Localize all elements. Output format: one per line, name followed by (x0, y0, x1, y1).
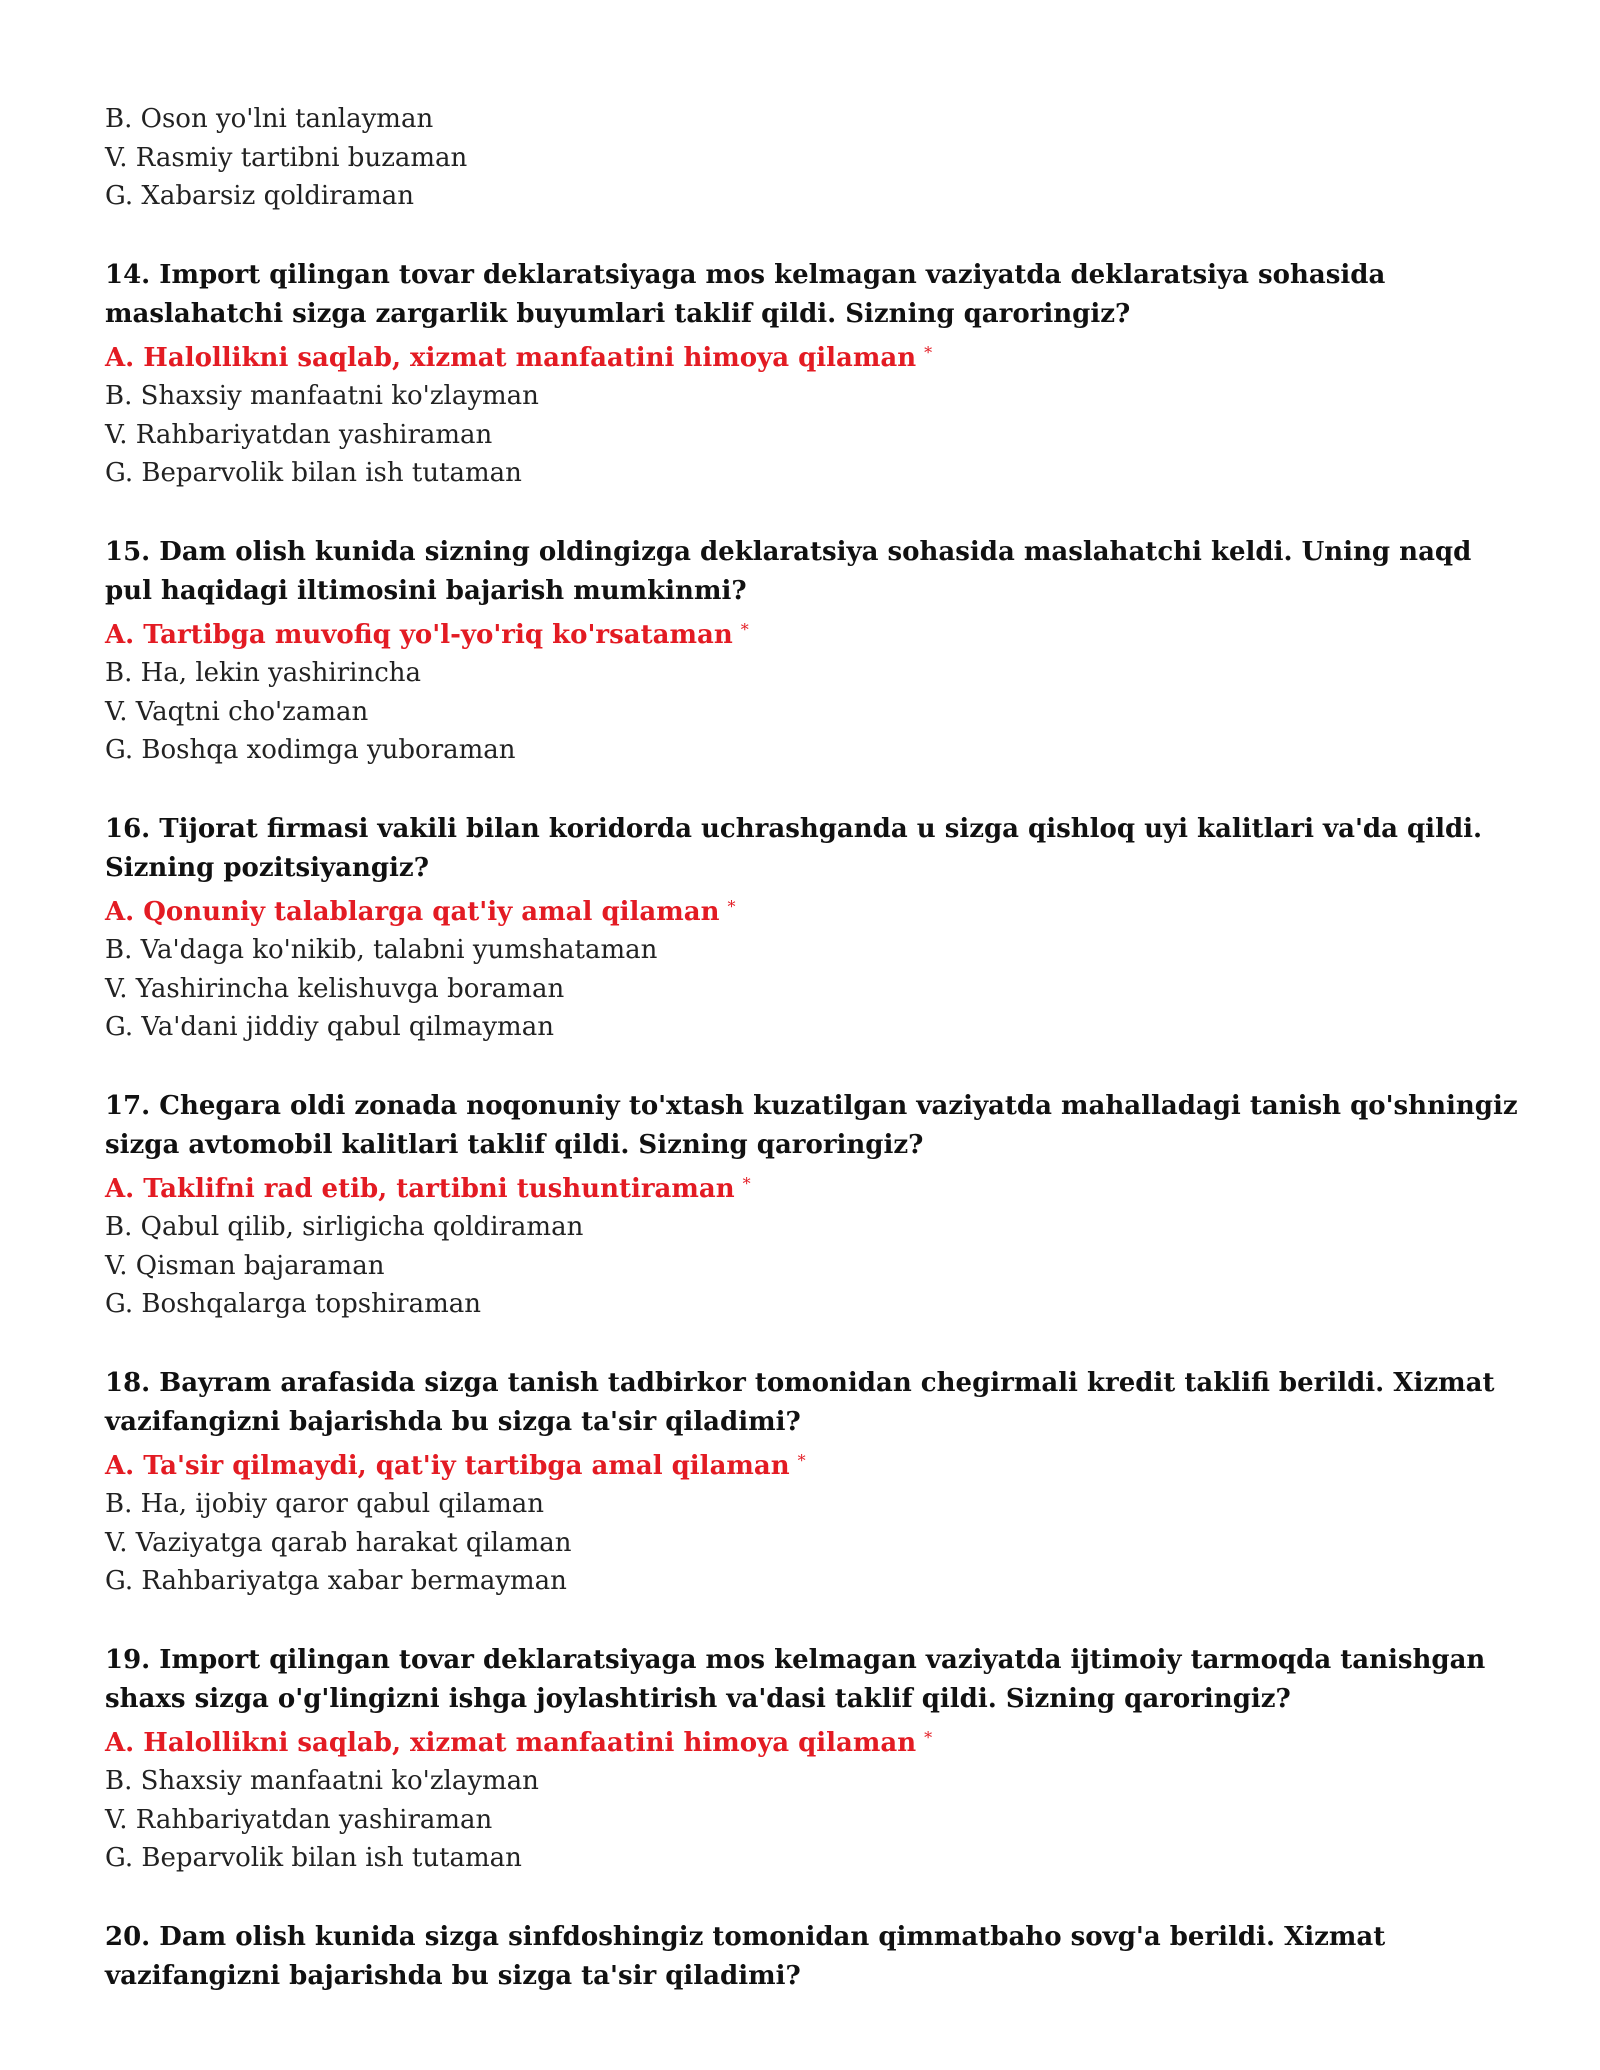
question-block-19 (105, 1641, 1525, 1878)
correct-marker: * (924, 1727, 933, 1747)
correct-answer (105, 888, 1525, 932)
option-b: B. Oson yo'lni tanlayman (105, 104, 434, 134)
question-text: 14. Import qilingan tovar deklaratsiyaga mos kelmagan vaziyatda deklaratsiya sohasida maslahatchi sizga zargarlik buyumlari taklif qildi. Sizning qaroringiz? (105, 259, 1386, 329)
option-v: V. Rasmiy tartibni buzaman (105, 142, 468, 173)
question-block-18 (105, 1364, 1525, 1601)
correct-marker: * (797, 1450, 806, 1470)
option-v: V. Rahbariyatdan yashiraman (105, 419, 493, 450)
correct-answer (105, 1442, 1525, 1486)
question-text: 16. Tijorat firmasi vakili bilan koridorda uchrashganda u sizga qishloq uyi kalitlari va'da qildi. Sizning pozitsiyangiz? (105, 813, 1483, 883)
option-v: V. Vaqtni cho'zaman (105, 696, 369, 727)
option-g: G. Rahbariyatga xabar bermayman (105, 1566, 567, 1596)
option-b: B. Ha, lekin yashirincha (105, 658, 422, 688)
question-text: 20. Dam olish kunida sizga sinfdoshingiz tomonidan qimmatbaho sovg'a berildi. Xizmat vazifangizni bajarishda bu sizga ta'sir qiladimi? (105, 1921, 1386, 1991)
option-g: G. Xabarsiz qoldiraman (105, 181, 414, 211)
correct-answer (105, 334, 1525, 378)
correct-marker: * (740, 619, 749, 639)
option-b: B. Shaxsiy manfaatni ko'zlayman (105, 1766, 539, 1796)
correct-answer-text: A. Tartibga muvofiq yo'l-yo'riq ko'rsataman (105, 619, 733, 650)
correct-answer-text: A. Taklifni rad etib, tartibni tushuntiraman (105, 1173, 735, 1204)
question-block-17 (105, 1087, 1525, 1324)
option-b: B. Va'daga ko'nikib, talabni yumshataman (105, 935, 658, 965)
question-block-16 (105, 810, 1525, 1047)
correct-answer-text: A. Halollikni saqlab, xizmat manfaatini himoya qilaman (105, 1727, 917, 1758)
correct-answer-text: A. Halollikni saqlab, xizmat manfaatini himoya qilaman (105, 342, 917, 373)
option-g: G. Beparvolik bilan ish tutaman (105, 458, 522, 488)
question-block-14 (105, 256, 1525, 493)
correct-answer (105, 1165, 1525, 1209)
option-b: B. Shaxsiy manfaatni ko'zlayman (105, 381, 539, 411)
question-text: 19. Import qilingan tovar deklaratsiyaga mos kelmagan vaziyatda ijtimoiy tarmoqda tanishgan shaxs sizga o'g'lingizni ishga joylashtirish va'dasi taklif qildi. Sizning qaroringiz? (105, 1644, 1486, 1714)
option-b: B. Qabul qilib, sirligicha qoldiraman (105, 1212, 584, 1242)
option-g: G. Va'dani jiddiy qabul qilmayman (105, 1012, 554, 1042)
option-v: V. Yashirincha kelishuvga boraman (105, 973, 565, 1004)
correct-answer (105, 1719, 1525, 1763)
document-page (105, 100, 1525, 1996)
option-v: V. Qisman bajaraman (105, 1250, 385, 1281)
question-block-15 (105, 533, 1525, 770)
correct-marker: * (924, 342, 933, 362)
option-v: V. Vaziyatga qarab harakat qilaman (105, 1527, 572, 1558)
question-text: 17. Chegara oldi zonada noqonuniy to'xtash kuzatilgan vaziyatda mahalladagi tanish qo'shningiz sizga avtomobil kalitlari taklif qildi. Sizning qaroringiz? (105, 1090, 1518, 1160)
option-b: B. Ha, ijobiy qaror qabul qilaman (105, 1489, 544, 1519)
option-g: G. Boshqalarga topshiraman (105, 1289, 481, 1319)
option-v: V. Rahbariyatdan yashiraman (105, 1804, 493, 1835)
option-g: G. Beparvolik bilan ish tutaman (105, 1843, 522, 1873)
option-g: G. Boshqa xodimga yuboraman (105, 735, 516, 765)
correct-marker: * (727, 896, 736, 916)
question-text: 15. Dam olish kunida sizning oldingizga deklaratsiya sohasida maslahatchi keldi. Uning naqd pul haqidagi iltimosini bajarish mumkinmi? (105, 536, 1472, 606)
correct-answer-text: A. Qonuniy talablarga qat'iy amal qilaman (105, 896, 720, 927)
correct-answer (105, 611, 1525, 655)
question-text: 18. Bayram arafasida sizga tanish tadbirkor tomonidan chegirmali kredit taklifi berildi. Xizmat vazifangizni bajarishda bu sizga ta'sir qiladimi? (105, 1367, 1495, 1437)
question-block-20 (105, 1918, 1525, 1996)
correct-marker: * (742, 1173, 751, 1193)
lead-options (105, 100, 1525, 216)
correct-answer-text: A. Ta'sir qilmaydi, qat'iy tartibga amal qilaman (105, 1450, 790, 1481)
